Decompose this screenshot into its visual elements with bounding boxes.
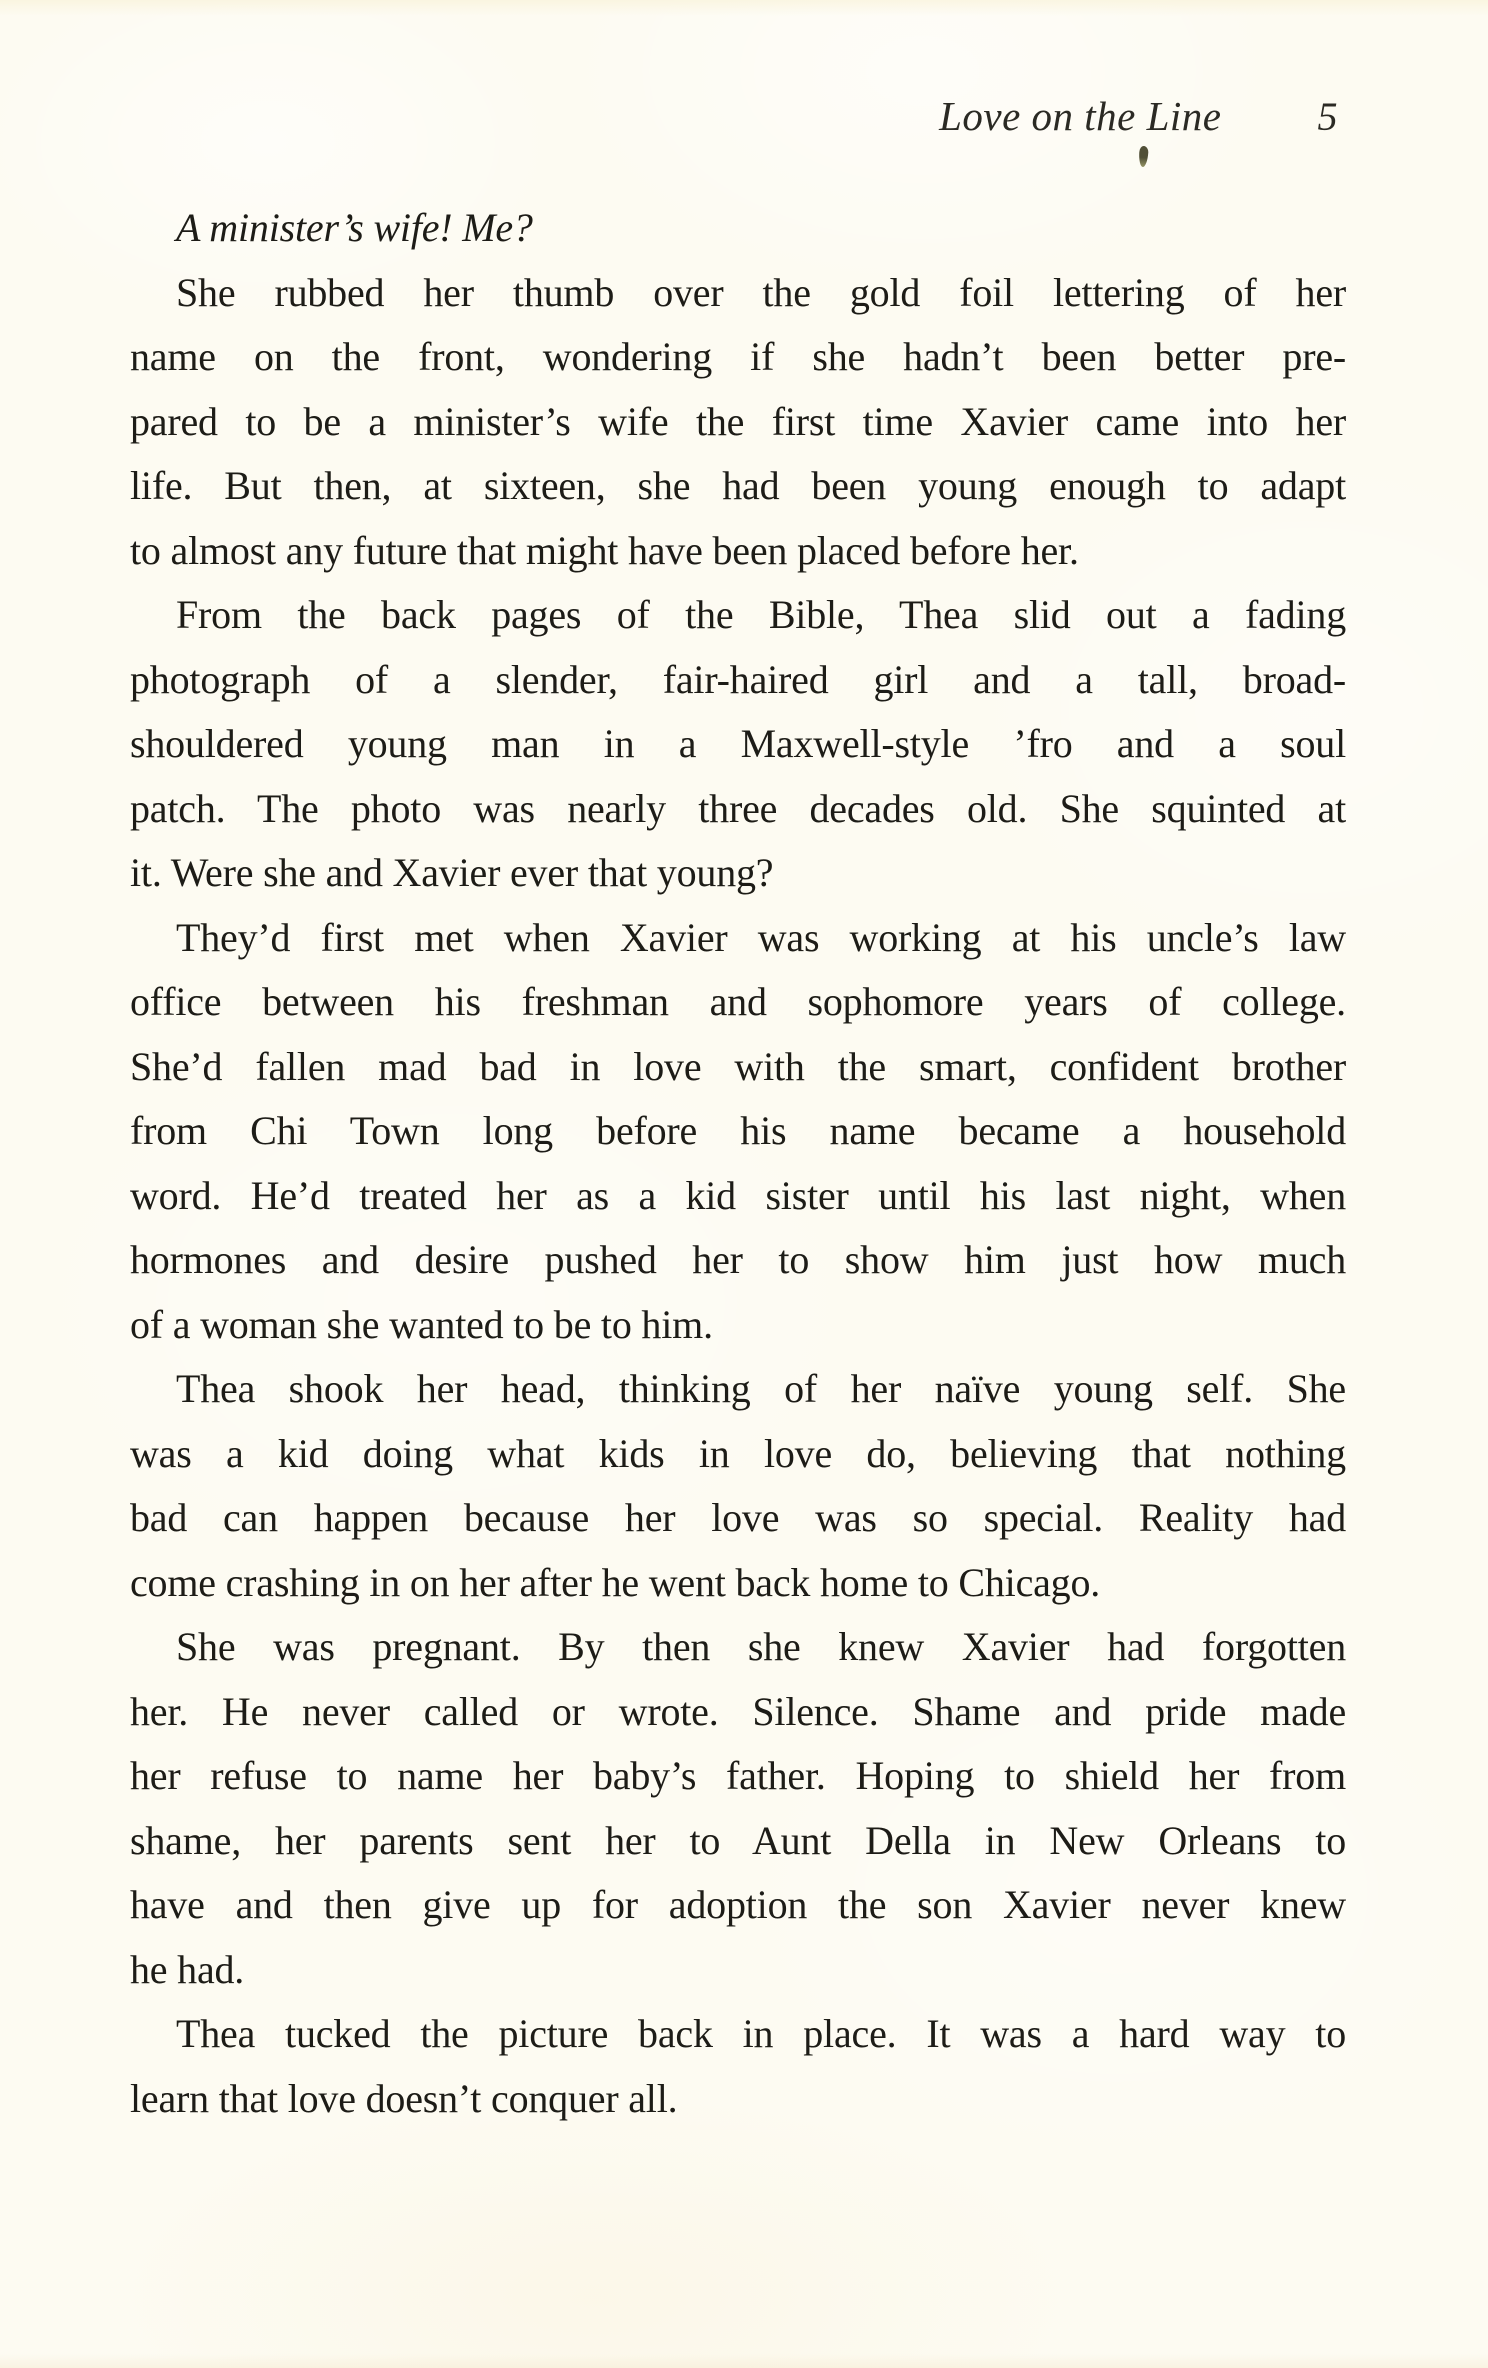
text-line: was a kid doing what kids in love do, believing that nothing [130,1430,1346,1476]
running-header [939,92,1338,140]
text-line: shouldered young man in a Maxwell-style ’fro and a soul [130,721,1346,766]
paragraph [130,2002,1346,2131]
text-line: hormones and desire pushed her to show him just how much [130,1237,1346,1282]
paragraph [130,583,1346,906]
text-line: name on the front, wondering if she hadn’t been better pre- [130,334,1346,379]
text-line: life. But then, at sixteen, she had been young enough to adapt [130,463,1346,508]
text-line: From the back pages of the Bible, Thea slid out a fading [176,592,1346,637]
text-line: photograph of a slender, fair-haired girl and a tall, broad- [130,656,1346,702]
ink-speck [1138,146,1148,168]
text-line: She’d fallen mad bad in love with the smart, confident brother [130,1043,1346,1089]
text-line: come crashing in on her after he went back home to Chicago. [130,1559,1101,1605]
text-line: bad can happen because her love was so special. Reality had [130,1495,1346,1540]
text-line: have and then give up for adoption the son Xavier never knew [130,1882,1346,1927]
text-line: shame, her parents sent her to Aunt Della in New Orleans to [130,1817,1346,1863]
text-line: from Chi Town long before his name became a household [130,1108,1346,1153]
text-line: he had. [130,1946,245,1992]
text-line: learn that love doesn’t conquer all. [130,2075,678,2121]
paragraph [130,906,1346,1358]
book-title: Love on the Line [939,93,1222,139]
paragraph [130,1357,1346,1615]
paragraph [130,1615,1346,2002]
page-number: 5 [1317,94,1338,139]
text-line: of a woman she wanted to be to him. [130,1301,713,1347]
text-line: it. Were she and Xavier ever that young? [130,850,774,895]
text-line: A minister’s wife! Me? [176,205,533,250]
text-line: word. He’d treated her as a kid sister until his last night, when [130,1172,1346,1218]
text-line: pared to be a minister’s wife the first time Xavier came into her [130,398,1346,444]
body-text [130,196,1346,2131]
text-line: They’d first met when Xavier was working at his uncle’s law [176,914,1346,960]
paragraph [130,261,1346,584]
text-line: her refuse to name her baby’s father. Hoping to shield her from [130,1753,1346,1798]
text-line: patch. The photo was nearly three decades old. She squinted at [130,785,1346,831]
text-line: Thea tucked the picture back in place. It was a hard way to [176,2011,1346,2056]
text-line: to almost any future that might have been placed before her. [130,527,1079,573]
text-line: She rubbed her thumb over the gold foil lettering of her [176,269,1346,315]
paragraph [130,196,1346,261]
text-line: office between his freshman and sophomore years of college. [130,979,1346,1024]
text-line: Thea shook her head, thinking of her naïve young self. She [176,1366,1346,1411]
text-line: She was pregnant. By then she knew Xavier had forgotten [176,1624,1346,1669]
text-line: her. He never called or wrote. Silence. Shame and pride made [130,1688,1346,1734]
